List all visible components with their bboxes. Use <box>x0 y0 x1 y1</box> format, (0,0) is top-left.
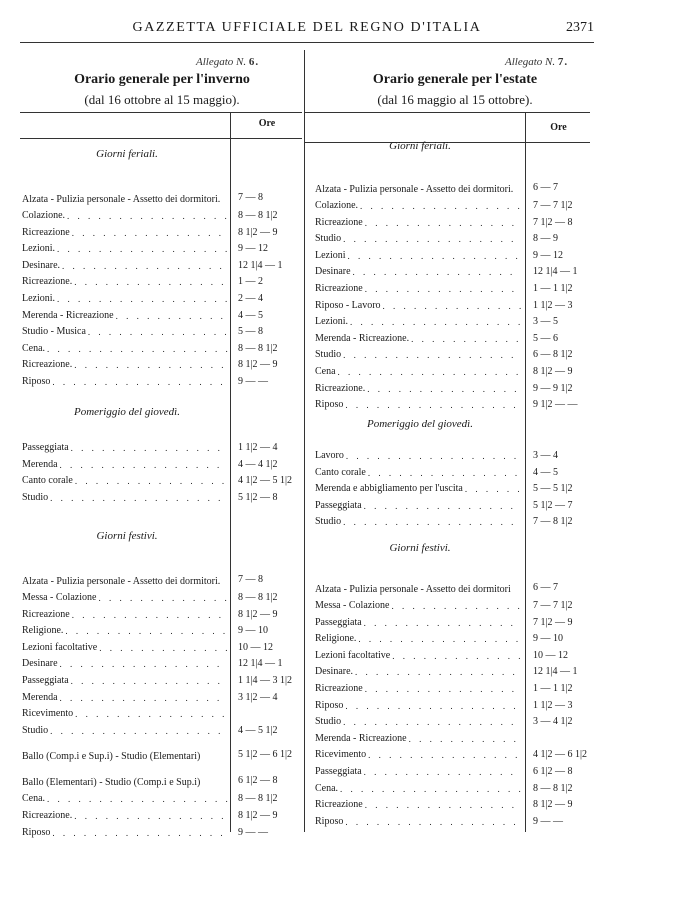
schedule-row <box>315 781 573 797</box>
leader-dots <box>362 764 521 780</box>
schedule-row <box>22 791 278 807</box>
time-range: 4 — 5 <box>533 466 558 478</box>
schedule-row <box>22 673 293 689</box>
time-range: 10 — 12 <box>238 641 273 653</box>
activity-label: Merenda - Ricreazione <box>22 309 114 321</box>
leader-dots <box>389 598 521 614</box>
column-divider <box>304 50 305 832</box>
activity-label: Ricreazione <box>22 226 70 238</box>
leader-dots <box>346 248 521 264</box>
leader-dots <box>409 331 521 347</box>
leader-dots <box>356 631 521 647</box>
schedule-row <box>315 698 573 714</box>
leader-dots <box>70 607 228 623</box>
activity-label: Desinare. <box>22 259 61 271</box>
leader-dots <box>343 814 521 830</box>
activity-label: Ricreazione <box>22 608 70 620</box>
time-range: 1 1|2 — 4 <box>238 442 278 453</box>
allegato-number: 7. <box>557 56 569 68</box>
leader-dots <box>341 231 521 247</box>
activity-label: Cena <box>315 366 336 377</box>
time-range: 1 — 2 <box>238 276 263 288</box>
schedule-row <box>22 182 263 206</box>
leader-dots <box>58 656 228 672</box>
schedule-row <box>315 397 578 413</box>
activity-label: Merenda - Ricreazione <box>315 732 407 744</box>
allegato-text: Allegato N. <box>196 56 247 68</box>
schedule-row <box>22 374 268 390</box>
leader-dots <box>114 308 228 324</box>
activity-label: Passeggiata <box>315 616 362 628</box>
activity-label: Studio <box>315 516 342 528</box>
schedule-row <box>315 448 558 464</box>
schedule-row <box>315 648 568 664</box>
schedule-row <box>315 572 558 596</box>
schedule-row <box>315 814 563 830</box>
schedule-title: Orario generale per l'estate <box>372 72 538 87</box>
leader-dots <box>463 481 521 497</box>
schedule-row <box>315 714 573 730</box>
schedule-subtitle: (dal 16 ottobre al 15 maggio). <box>84 92 240 107</box>
time-range: 9 — 10 <box>238 625 268 637</box>
schedule-row <box>315 364 573 380</box>
time-range: 8 1|2 — 9 <box>533 799 573 811</box>
activity-label: Desinare <box>22 658 58 670</box>
time-range: 8 — 8 1|2 <box>238 592 278 603</box>
leader-dots <box>72 274 228 290</box>
activity-label: Passeggiata <box>315 766 362 777</box>
activity-label: Studio - Musica <box>22 326 86 338</box>
time-range: 9 — — <box>533 815 563 827</box>
schedule-row <box>22 706 228 722</box>
activity-label: Lezioni <box>315 249 346 261</box>
time-range: 8 — 8 1|2 <box>533 782 573 794</box>
schedule-subtitle: (dal 16 maggio al 15 ottobre). <box>377 92 533 107</box>
schedule-row <box>315 264 578 280</box>
activity-label: Ballo (Comp.i e Sup.i) - Studio (Elementari) <box>22 751 201 763</box>
leader-dots <box>381 298 521 314</box>
leader-dots <box>70 225 228 241</box>
schedule-row <box>22 241 268 257</box>
leader-dots <box>343 698 521 714</box>
table-header-rule <box>20 138 302 139</box>
activity-label: Passeggiata <box>22 675 69 686</box>
activity-label: Desinare <box>315 266 351 278</box>
activity-label: Studio <box>315 716 342 728</box>
activity-label: Riposo <box>315 815 344 827</box>
activity-label: Riposo <box>22 826 51 838</box>
leader-dots <box>50 825 228 841</box>
activity-label: Alzata - Pulizia personale - Assetto dei dormitori. <box>315 184 514 195</box>
schedule-row <box>315 231 558 247</box>
activity-label: Merenda e abbigliamento per l'uscita <box>315 483 463 495</box>
time-range: 4 — 5 <box>238 309 263 321</box>
activity-label: Lezioni facoltative <box>22 641 98 653</box>
leader-dots <box>407 731 521 747</box>
time-range: 7 — 8 <box>238 192 263 203</box>
schedule-row <box>315 298 573 314</box>
activity-label: Ricreazione. <box>22 359 73 371</box>
time-range: 8 — 8 1|2 <box>238 793 278 805</box>
activity-label: Colazione. <box>22 210 66 221</box>
leader-dots <box>45 341 228 357</box>
activity-label: Ricreazione <box>315 683 363 694</box>
leader-dots <box>348 314 521 330</box>
time-range: 8 1|2 — 9 <box>238 608 278 620</box>
time-range: 4 — 4 1|2 <box>238 458 278 470</box>
time-range: 12 1|4 — 1 <box>238 658 283 670</box>
activity-label: Studio <box>22 724 49 736</box>
leader-dots <box>363 681 521 697</box>
schedule-row <box>315 598 573 614</box>
leader-dots <box>341 514 521 530</box>
leader-dots <box>55 291 228 307</box>
leader-dots <box>48 490 228 506</box>
activity-label: Cena. <box>22 793 46 805</box>
activity-label: Lezioni. <box>315 316 349 328</box>
activity-label: Alzata - Pulizia personale - Assetto dei dormitori <box>315 584 511 595</box>
activity-label: Riposo <box>315 699 344 711</box>
leader-dots <box>69 673 228 689</box>
time-range: 8 1|2 — 9 <box>238 226 278 238</box>
time-range: 9 — 9 1|2 <box>533 382 573 394</box>
activity-label: Canto corale <box>22 475 73 487</box>
section-heading: Giorni feriali. <box>96 148 158 160</box>
activity-label: Lezioni facoltative <box>315 649 391 661</box>
leader-dots <box>96 590 228 606</box>
schedule-row <box>22 457 278 473</box>
activity-label: Canto corale <box>315 466 366 478</box>
activity-label: Religione. <box>315 633 357 645</box>
time-range: 9 — — <box>238 376 268 387</box>
schedule-row <box>22 473 293 489</box>
leader-dots <box>60 258 228 274</box>
activity-label: Alzata - Pulizia personale - Assetto dei dormitori. <box>22 576 221 587</box>
schedule-row <box>22 225 278 241</box>
schedule-row <box>22 656 283 672</box>
schedule-row <box>22 324 263 340</box>
leader-dots <box>63 623 228 639</box>
section-heading: Pomeriggio del giovedì. <box>366 418 473 430</box>
activity-label: Studio <box>315 349 342 361</box>
leader-dots <box>50 374 228 390</box>
schedule-row <box>22 640 273 656</box>
time-range: 7 1|2 — 9 <box>533 616 573 628</box>
section-heading: Pomeriggio del giovedì. <box>73 406 180 418</box>
activity-label: Colazione. <box>315 200 359 211</box>
leader-dots <box>45 791 228 807</box>
schedule-row <box>315 631 563 647</box>
time-range: 1 1|2 — 3 <box>533 299 573 311</box>
time-range: 8 — 8 1|2 <box>238 210 278 221</box>
allegato-number: 6. <box>248 56 260 68</box>
schedule-row <box>315 198 573 214</box>
time-range: 6 — 7 <box>533 582 558 593</box>
activity-label: Messa - Colazione <box>315 600 390 611</box>
schedule-row <box>22 739 293 763</box>
time-range: 1 — 1 1|2 <box>533 283 573 294</box>
time-range: 9 — 10 <box>533 633 563 645</box>
time-range: 2 — 4 <box>238 293 263 304</box>
leader-dots <box>73 706 228 722</box>
schedule-row <box>315 381 573 397</box>
activity-label: Lezioni. <box>22 243 56 255</box>
activity-label: Ballo (Elementari) - Studio (Comp.i e Sup.i) <box>22 777 201 789</box>
time-range: 9 1|2 — — <box>533 399 578 411</box>
schedule-row <box>22 274 263 290</box>
time-range: 6 — 8 1|2 <box>533 349 573 361</box>
activity-label: Merenda <box>22 691 58 703</box>
schedule-row <box>22 564 263 588</box>
activity-label: Ricevimento <box>22 708 74 720</box>
time-range: 9 — 12 <box>238 243 268 255</box>
gazette-title: GAZZETTA UFFICIALE DEL REGNO D'ITALIA <box>132 20 482 35</box>
activity-label: Riposo <box>315 399 344 411</box>
time-range: 10 — 12 <box>533 649 568 661</box>
allegato-label <box>505 56 568 68</box>
schedule-row <box>22 357 278 373</box>
time-range: 6 — 7 <box>533 182 558 193</box>
activity-label: Ricevimento <box>315 749 367 761</box>
ore-column-header: Ore <box>258 118 276 129</box>
activity-label: Religione. <box>22 625 64 637</box>
activity-label: Ricreazione. <box>22 810 73 821</box>
section-heading: Giorni festivi. <box>389 542 451 554</box>
schedule-row <box>315 681 573 697</box>
schedule-row <box>315 615 573 631</box>
leader-dots <box>48 723 228 739</box>
time-range: 9 — 12 <box>533 249 563 261</box>
schedule-row <box>315 215 573 231</box>
schedule-row <box>22 341 278 357</box>
schedule-row <box>22 765 278 789</box>
schedule-row <box>315 764 573 780</box>
allegato-text: Allegato N. <box>505 56 556 68</box>
activity-label: Merenda - Ricreazione. <box>315 332 410 344</box>
leader-dots <box>363 797 521 813</box>
time-range: 3 — 5 <box>533 316 558 328</box>
time-range: 8 1|2 — 9 <box>533 366 573 377</box>
activity-label: Studio <box>22 491 49 503</box>
activity-label: Cena. <box>22 342 46 354</box>
activity-label: Passeggiata <box>315 499 362 511</box>
activity-label: Passeggiata <box>22 442 69 453</box>
leader-dots <box>336 364 521 380</box>
ore-column-header: Ore <box>550 122 567 133</box>
activity-label: Messa - Colazione <box>22 592 97 603</box>
time-range: 6 1|2 — 8 <box>238 775 278 787</box>
schedule-row <box>22 690 278 706</box>
leader-dots <box>58 457 228 473</box>
schedule-row <box>22 808 278 824</box>
time-range: 1 — 1 1|2 <box>533 683 573 694</box>
time-range: 12 1|4 — 1 <box>533 666 578 678</box>
table-top-rule <box>305 112 590 113</box>
activity-label: Lavoro <box>315 450 344 461</box>
time-range: 4 — 5 1|2 <box>238 724 278 736</box>
time-range: 7 1|2 — 8 <box>533 216 573 228</box>
activity-label: Lezioni. <box>22 293 56 304</box>
time-range: 5 1|2 — 6 1|2 <box>238 749 293 761</box>
time-range: 4 1|2 — 5 1|2 <box>238 475 293 487</box>
leader-dots <box>351 264 521 280</box>
schedule-row <box>315 664 578 680</box>
activity-label: Ricreazione. <box>315 382 366 394</box>
ore-column-rule <box>230 112 231 832</box>
activity-label: Ricreazione <box>315 799 363 811</box>
leader-dots <box>365 381 521 397</box>
leader-dots <box>341 347 521 363</box>
schedule-row <box>22 440 278 456</box>
schedule-row <box>22 490 278 506</box>
leader-dots <box>362 498 521 514</box>
page-number: 2371 <box>566 20 594 35</box>
schedule-row <box>22 590 278 606</box>
leader-dots <box>366 747 521 763</box>
schedule-title: Orario generale per l'inverno <box>74 72 250 87</box>
time-range: 8 — 9 <box>533 233 558 245</box>
schedule-row <box>22 308 263 324</box>
leader-dots <box>341 714 521 730</box>
leader-dots <box>390 648 521 664</box>
schedule-row <box>22 825 268 841</box>
time-range: 7 — 8 <box>238 574 263 585</box>
leader-dots <box>362 615 521 631</box>
schedule-row <box>315 314 558 330</box>
time-range: 7 — 8 1|2 <box>533 516 573 528</box>
leader-dots <box>58 690 228 706</box>
schedule-row <box>22 607 278 623</box>
section-heading: Giorni festivi. <box>96 530 158 542</box>
schedule-row <box>22 258 283 274</box>
schedule-row <box>22 208 278 224</box>
leader-dots <box>363 215 521 231</box>
leader-dots <box>86 324 228 340</box>
activity-label: Merenda <box>22 458 58 470</box>
time-range: 3 — 4 <box>533 450 558 461</box>
activity-label: Cena. <box>315 782 339 794</box>
leader-dots <box>65 208 228 224</box>
time-range: 4 1|2 — 6 1|2 <box>533 749 588 761</box>
section-heading: Giorni feriali. <box>389 140 451 152</box>
time-range: 7 — 7 1|2 <box>533 600 573 611</box>
ore-column-rule <box>525 112 526 832</box>
leader-dots <box>72 357 228 373</box>
schedule-row <box>22 623 268 639</box>
leader-dots <box>344 448 521 464</box>
schedule-row <box>315 281 573 297</box>
activity-label: Ricreazione <box>315 216 363 228</box>
activity-label: Desinare. <box>315 666 354 678</box>
schedule-row <box>315 731 521 747</box>
leader-dots <box>343 397 521 413</box>
leader-dots <box>366 465 521 481</box>
schedule-row <box>315 347 573 363</box>
time-range: 1 1|4 — 3 1|2 <box>238 675 293 686</box>
time-range: 8 — 8 1|2 <box>238 342 278 354</box>
leader-dots <box>363 281 521 297</box>
page-header <box>20 14 594 43</box>
time-range: 8 1|2 — 9 <box>238 359 278 371</box>
time-range: 3 — 4 1|2 <box>533 716 573 728</box>
activity-label: Ricreazione <box>315 283 363 294</box>
schedule-row <box>315 248 563 264</box>
leader-dots <box>72 808 228 824</box>
allegato-label <box>196 56 259 68</box>
time-range: 9 — — <box>238 826 268 838</box>
time-range: 8 1|2 — 9 <box>238 810 278 821</box>
schedule-row <box>315 465 558 481</box>
time-range: 5 1|2 — 8 <box>238 491 278 503</box>
schedule-row <box>315 747 588 763</box>
time-range: 5 — 8 <box>238 326 263 338</box>
schedule-row <box>315 514 573 530</box>
leader-dots <box>69 440 228 456</box>
time-range: 12 1|4 — 1 <box>533 266 578 278</box>
time-range: 6 1|2 — 8 <box>533 766 573 777</box>
activity-label: Studio <box>315 233 342 245</box>
activity-label: Riposo <box>22 376 51 387</box>
leader-dots <box>358 198 521 214</box>
time-range: 3 1|2 — 4 <box>238 691 278 703</box>
schedule-row <box>22 723 278 739</box>
leader-dots <box>353 664 521 680</box>
activity-label: Riposo - Lavoro <box>315 299 381 311</box>
time-range: 1 1|2 — 3 <box>533 699 573 711</box>
schedule-row <box>315 481 573 497</box>
schedule-row <box>22 291 263 307</box>
time-range: 12 1|4 — 1 <box>238 259 283 271</box>
time-range: 5 — 6 <box>533 332 558 344</box>
time-range: 5 — 5 1|2 <box>533 483 573 495</box>
activity-label: Alzata - Pulizia personale - Assetto dei dormitori. <box>22 194 221 205</box>
leader-dots <box>338 781 521 797</box>
table-top-rule <box>20 112 302 113</box>
activity-label: Ricreazione. <box>22 276 73 288</box>
schedule-row <box>315 331 558 347</box>
leader-dots <box>73 473 228 489</box>
schedule-row <box>315 498 573 514</box>
time-range: 5 1|2 — 7 <box>533 499 573 511</box>
leader-dots <box>55 241 228 257</box>
time-range: 7 — 7 1|2 <box>533 200 573 211</box>
schedule-row <box>315 172 558 196</box>
schedule-row <box>315 797 573 813</box>
leader-dots <box>97 640 228 656</box>
